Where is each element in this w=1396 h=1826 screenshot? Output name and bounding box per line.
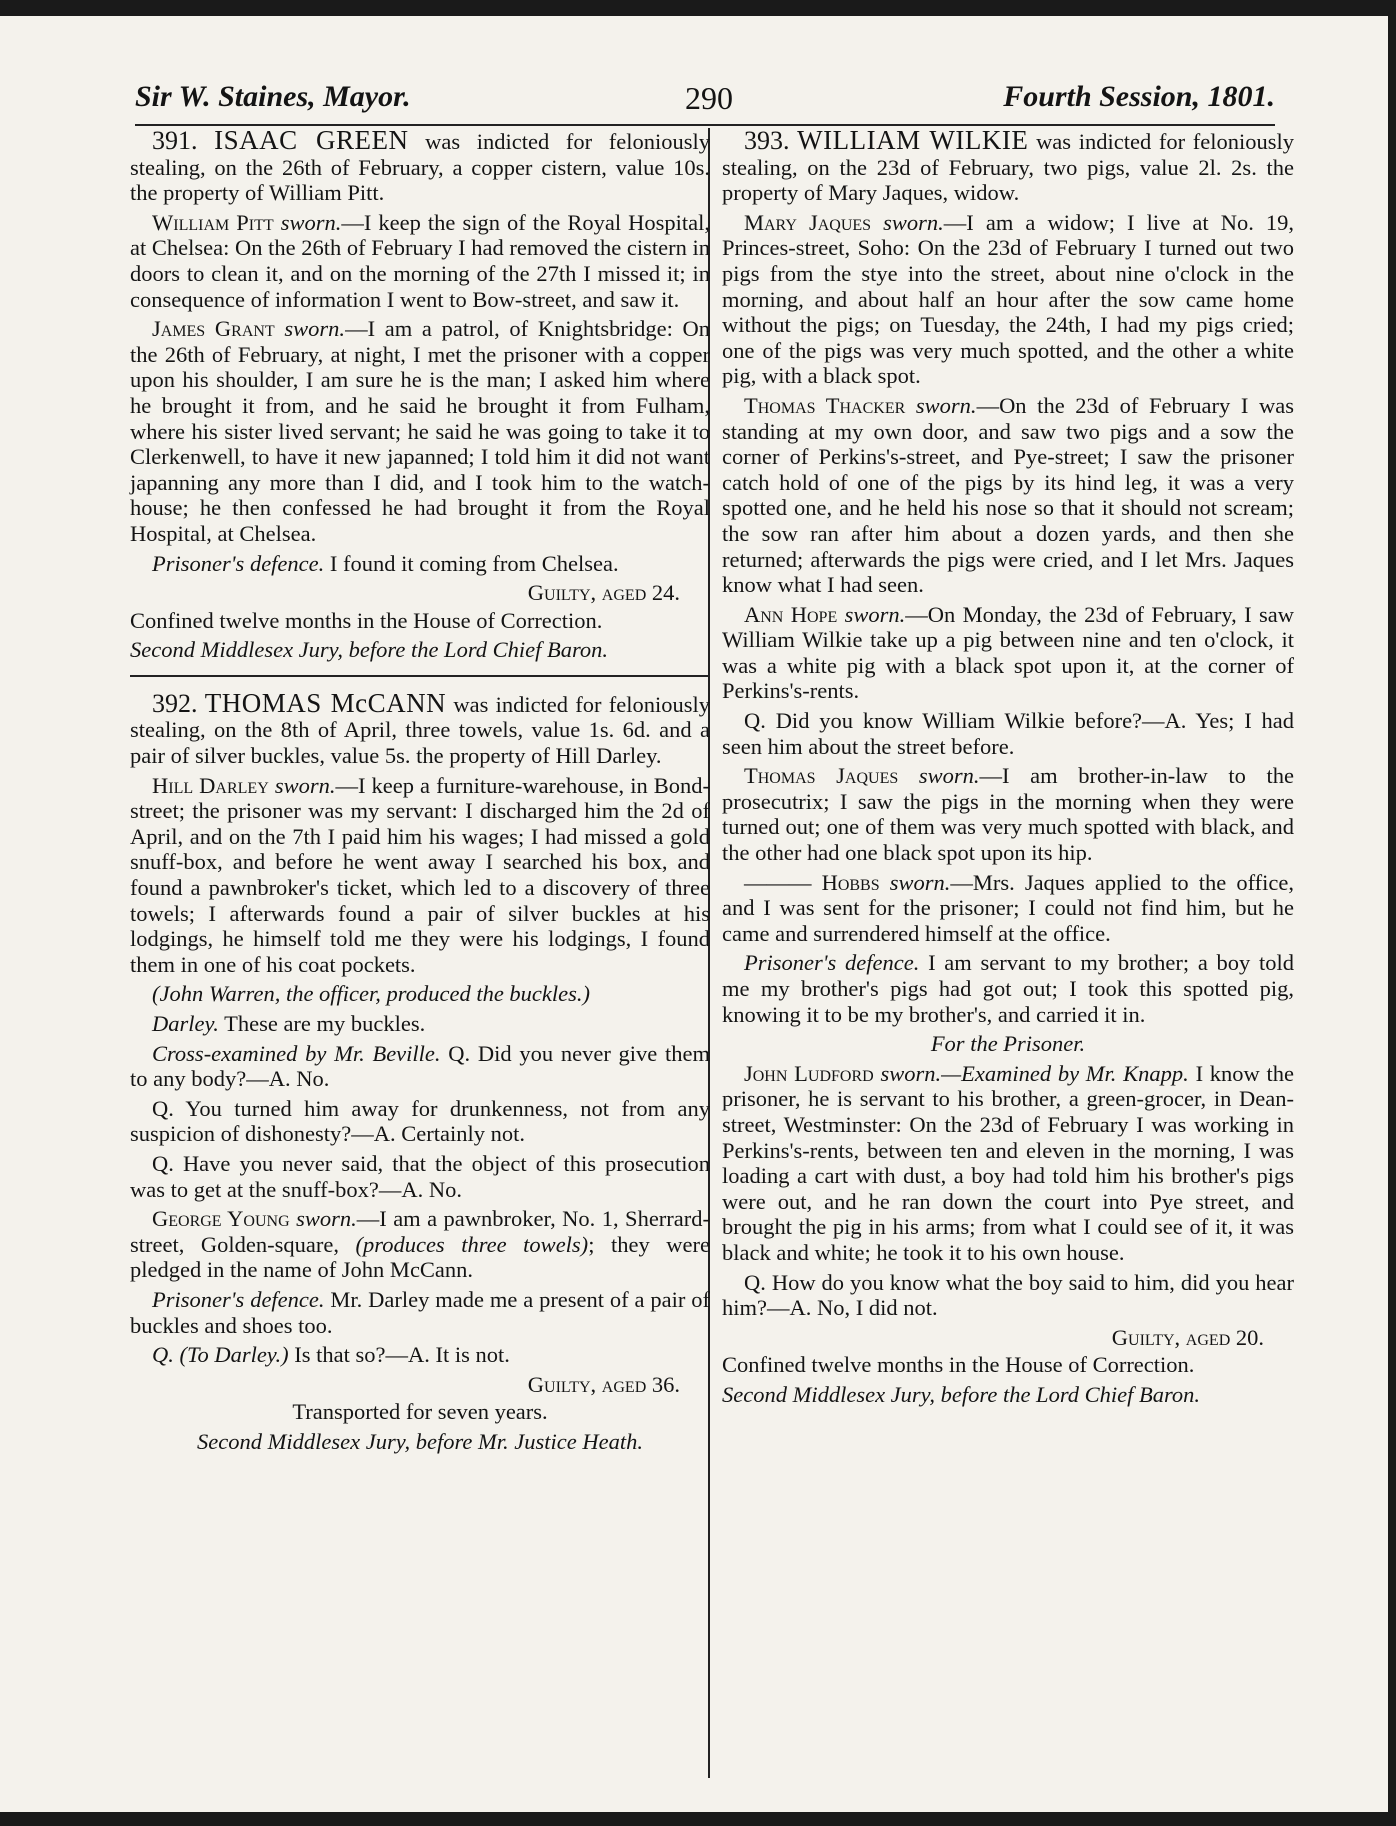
- defence: [130, 1287, 710, 1338]
- for-prisoner-text: For the Prisoner.: [930, 1031, 1086, 1057]
- jury-text: Second Middlesex Jury, before the Lord Chief Baron.: [130, 637, 609, 663]
- testimony: [722, 1061, 1294, 1266]
- defendant-name: ISAAC GREEN: [214, 125, 409, 155]
- cross-label: Cross-examined by Mr. Beville.: [152, 1040, 441, 1066]
- testimony-text: —Mrs. Jaques applied to the office, and I was sent for the prisoner; I could not find him, but he came and surrendered himself at the office.: [722, 869, 1294, 946]
- testimony-text: —I am a pawnbroker, No. 1, Sherrard-street, Golden-square,: [130, 1206, 711, 1257]
- witness-name: James Grant: [152, 316, 275, 342]
- testimony: [722, 393, 1294, 598]
- defence: [722, 950, 1294, 1027]
- defence-text: I am servant to my brother; a boy told me my brother's pigs had got out; I took this spotted pig, knowing it to be my brother's, and carried it in.: [722, 950, 1294, 1027]
- jury: [130, 1429, 710, 1455]
- sworn-label: sworn.: [284, 316, 346, 342]
- witness-name: Thomas Thacker: [744, 392, 906, 418]
- defence-label: Prisoner's defence.: [744, 950, 920, 976]
- sworn-label: sworn.: [280, 209, 342, 235]
- witness-name: George Young: [152, 1206, 290, 1232]
- sentence: Confined twelve months in the House of Correction.: [130, 607, 603, 633]
- testimony-text: I know the prisoner, he is servant to his brother, a green-grocer, in Dean-street, Westminster: On the 23d of February I was working in Perkins's-rents, between ten and eleven in the morning, I was loading a cart with dust, a boy had told him his brother's pigs were out, and he ran down the court into Pye street, and brought the pig in his arms; from what I could see of it, it was black and white; he took it to his own house.: [722, 1060, 1295, 1265]
- page-number: 290: [685, 80, 733, 116]
- cross-examination: [130, 1041, 710, 1092]
- sentence: Confined twelve months in the House of Correction.: [722, 1352, 1195, 1378]
- darley-statement: [130, 1011, 710, 1037]
- verdict: Guilty, aged 20.: [1111, 1324, 1264, 1350]
- question-text: Q. Did you never give them to any body?—A. No.: [130, 1040, 711, 1092]
- case-number: 392.: [152, 688, 198, 718]
- sentence: Transported for seven years.: [292, 1399, 548, 1425]
- case-391-indictment: [130, 125, 710, 206]
- defence: [130, 551, 710, 577]
- testimony: [130, 1206, 710, 1283]
- statement-text: These are my buckles.: [224, 1011, 426, 1036]
- testimony-text: —On the 23d of February I was standing at my own door, and saw two pigs and a sow the corner of Perkins's-street, and Pye-street; I saw the prisoner catch hold of one of the pigs by its hind leg, it was a very spotted one, and he held his nose so that it should not scream; the sow ran after him about a dozen yards, and then she returned; afterwards the pigs were cried, and I let Mrs. Jaques know what I had seen.: [722, 392, 1294, 598]
- case-number: 391.: [152, 126, 198, 155]
- testimony-text: ; they were pledged in the name of John McCann.: [130, 1231, 710, 1283]
- question-label: Q. (To Darley.): [152, 1342, 289, 1368]
- witness-name: Hill Darley: [152, 772, 269, 798]
- testimony: [722, 210, 1294, 389]
- jury: [130, 637, 710, 663]
- defendant-name: WILLIAM WILKIE: [797, 125, 1029, 155]
- case-separator: [130, 675, 710, 677]
- speaker-label: Darley.: [152, 1011, 219, 1036]
- sworn-label: sworn.: [844, 601, 906, 627]
- jury-text: Second Middlesex Jury, before Mr. Justice Heath.: [197, 1428, 643, 1454]
- case-number: 393.: [744, 126, 790, 155]
- sworn-label: sworn.: [296, 1206, 357, 1232]
- jury-text: Second Middlesex Jury, before the Lord Chief Baron.: [722, 1381, 1201, 1407]
- verdict: Guilty, aged 24.: [527, 580, 680, 606]
- testimony-text: —I keep the sign of the Royal Hospital, at Chelsea: On the 26th of February I had removed the cistern in doors to clean it, and on the morning of the 27th I missed it; in consequence of information I went to Bow-street, and saw it.: [130, 209, 710, 312]
- sworn-label: sworn.: [918, 763, 980, 789]
- header-session: Fourth Session, 1801.: [1003, 80, 1275, 113]
- testimony: [722, 763, 1294, 865]
- right-column: [722, 125, 1295, 1412]
- testimony: [130, 316, 710, 546]
- witness-name: ——— Hobbs: [744, 869, 880, 895]
- question: Q. How do you know what the boy said to him, did you hear him?—A. No, I did not.: [722, 1269, 1294, 1321]
- officer-note-text: (John Warren, the officer, produced the buckles.): [152, 981, 591, 1007]
- jury: [722, 1382, 1294, 1408]
- testimony: [722, 602, 1294, 704]
- testimony-text: —I am a widow; I live at No. 19, Princes-street, Soho: On the 23d of February I turned out two pigs from the stye into the street, about nine o'clock in the morning, and about half an hour after the sow came home without the pigs; on Tuesday, the 24th, I had my pigs cried; one of the pigs was very much spotted, and the other a white pig, with a black spot.: [722, 209, 1295, 389]
- case-393: [722, 125, 1295, 1408]
- testimony-text: —I keep a furniture-warehouse, in Bond-street; the prisoner was my servant: I discharged him the 2d of April, and on the 7th I paid him his wages; I had missed a gold snuff-box, and before he went away I searched his box, and found a pawnbroker's ticket, which led to a discovery of three towels; I afterwards found a pair of silver buckles at his lodgings, he himself told me they were his lodgings, I found them in one of his coat pockets.: [130, 772, 711, 977]
- defence-label: Prisoner's defence.: [152, 1286, 325, 1312]
- defendant-name: THOMAS McCANN: [204, 687, 447, 718]
- left-column: [130, 125, 711, 1459]
- case-392-indictment: [130, 687, 710, 769]
- testimony-text: —On Monday, the 23d of February, I saw William Wilkie take up a pig between nine and ten o'clock, it was a white pig with a black spot upon it, at the corner of Perkins's-rents.: [722, 601, 1294, 704]
- question: Q. You turned him away for drunkenness, not from any suspicion of dishonesty?—A. Certainly not.: [130, 1095, 710, 1147]
- testimony: [130, 773, 710, 978]
- question: [130, 1342, 710, 1368]
- sworn-label: sworn.: [274, 772, 336, 798]
- indictment-text: was indicted for feloniously stealing, on the 23d of February, two pigs, value 2l. 2s. the property of Mary Jaques, widow.: [722, 129, 1295, 206]
- sworn-label: sworn.: [889, 869, 951, 895]
- defence-text: I found it coming from Chelsea.: [329, 550, 619, 576]
- question: Q. Have you never said, that the object of this prosecution was to get at the snuff-box?—A. No.: [130, 1150, 710, 1202]
- case-393-indictment: [722, 125, 1295, 206]
- witness-name: Thomas Jaques: [744, 763, 899, 789]
- witness-name: William Pitt: [152, 209, 274, 235]
- running-header: [135, 80, 1275, 126]
- witness-name: Ann Hope: [744, 601, 838, 627]
- case-392: [130, 687, 711, 1455]
- sworn-label: sworn.: [915, 392, 977, 418]
- document-page: [0, 16, 1388, 1812]
- question: Q. Did you know William Wilkie before?—A. Yes; I had seen him about the street before.: [722, 708, 1294, 759]
- indictment-text: was indicted for feloniously stealing, on the 26th of February, a copper cistern, value 10s. the property of William Pitt.: [130, 129, 710, 206]
- examined-label: —Examined by Mr. Knapp.: [941, 1060, 1189, 1086]
- sworn-label: sworn.: [883, 209, 944, 235]
- produces-note: (produces three towels): [355, 1231, 589, 1257]
- testimony-text: —I am brother-in-law to the prosecutrix; I saw the pigs in the morning when they were turned out; one of them was very much spotted with black, and the other had one black spot upon its hip.: [722, 763, 1294, 866]
- header-mayor: Sir W. Staines, Mayor.: [135, 80, 411, 113]
- for-prisoner-heading: [722, 1031, 1294, 1057]
- testimony-text: —I am a patrol, of Knightsbridge: On the 26th of February, at night, I met the prisoner with a copper upon his shoulder, I am sure he is the man; I asked him where he brought it from, and he said he brought it from Fulham, where his sister lived servant; he said he was going to take it to Clerkenwell, to have it new japanned; I told him it did not want japanning any more than I did, and I took him to the watch-house; he then confessed he had brought it from the Royal Hospital, at Chelsea.: [130, 316, 711, 546]
- indictment-text: was indicted for feloniously stealing, on the 8th of April, three towels, value 1s. 6d. and a pair of silver buckles, value 5s. the property of Hill Darley.: [130, 691, 710, 769]
- witness-name: John Ludford: [744, 1060, 874, 1086]
- verdict: Guilty, aged 36.: [527, 1371, 680, 1397]
- question-text: Is that so?—A. It is not.: [294, 1342, 510, 1368]
- testimony: [722, 870, 1294, 947]
- sworn-label: sworn.: [880, 1060, 942, 1086]
- witness-name: Mary Jaques: [744, 209, 872, 235]
- officer-note: [130, 981, 710, 1007]
- defence-label: Prisoner's defence.: [152, 550, 325, 576]
- defence-text: Mr. Darley made me a present of a pair of buckles and shoes too.: [130, 1286, 710, 1338]
- case-391: [130, 125, 711, 663]
- testimony: [130, 210, 710, 312]
